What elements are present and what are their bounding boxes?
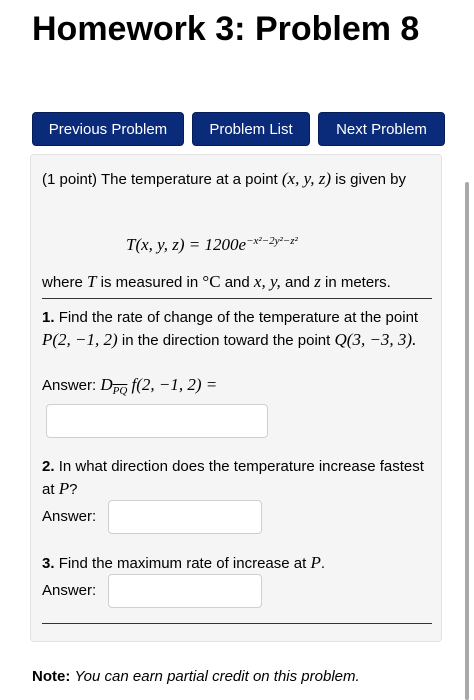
problem-intro: [42, 168, 432, 191]
answer-3-input[interactable]: [108, 574, 262, 608]
question-2-number: 2.: [42, 458, 55, 475]
where-text-c: and: [224, 274, 250, 291]
directional-expression: f(2, −1, 2) =: [131, 375, 218, 394]
equation-exponent: −x²−2y²−z²: [246, 235, 298, 247]
point-variables: (x, y, z): [281, 169, 331, 188]
answer-3-label: Answer:: [42, 582, 97, 599]
where-text: where: [42, 274, 83, 291]
question-2-text: In what direction does the temperature increase fastest at: [42, 458, 424, 498]
bottom-divider: [42, 623, 432, 624]
points-label: (1 point): [42, 171, 98, 188]
question-3-number: 3.: [42, 555, 55, 572]
question-1-text: Find the rate of change of the temperature at the point: [58, 309, 419, 326]
problem-list-button[interactable]: Problem List: [192, 112, 310, 146]
question-3-period: .: [320, 555, 326, 572]
answer-label: Answer:: [42, 377, 97, 394]
page-title: Homework 3: Problem 8: [32, 10, 420, 48]
var-T: T: [87, 272, 97, 291]
point-Q: Q(3, −3, 3).: [334, 330, 417, 349]
question-1-answer-row: [42, 374, 217, 402]
direction-subscript: PQ: [112, 385, 128, 398]
next-problem-button[interactable]: Next Problem: [318, 112, 445, 146]
unit-celsius: °C: [202, 272, 221, 291]
temperature-equation: [126, 230, 298, 257]
question-1: [42, 307, 432, 352]
equation-lhs: T(x, y, z) = 1200e: [126, 235, 247, 254]
point-P-ref: P: [58, 479, 70, 498]
where-text-b: is measured in: [100, 274, 199, 291]
point-P-ref-3: P: [310, 553, 321, 572]
previous-problem-button[interactable]: Previous Problem: [32, 112, 184, 146]
directional-derivative: $D_{\overline{PQ}}$: [100, 375, 128, 398]
note-label: Note:: [32, 668, 71, 685]
note-text: You can earn partial credit on this problem.: [74, 668, 360, 685]
question-1-text-b: in the direction toward the point: [121, 332, 331, 349]
answer-2-input[interactable]: [108, 500, 262, 534]
intro-text-b: is given by: [335, 171, 407, 188]
question-2: [42, 456, 432, 501]
where-text-e: in meters.: [324, 274, 391, 291]
answer-2-label: Answer:: [42, 508, 97, 525]
divider: [42, 298, 432, 299]
point-P: P(2, −1, 2): [42, 330, 118, 349]
where-text-d: and: [284, 274, 311, 291]
question-3: [42, 552, 432, 575]
partial-credit-note: [32, 666, 360, 688]
problem-nav: [32, 112, 445, 146]
answer-1-input[interactable]: [46, 404, 268, 438]
scrollbar[interactable]: [465, 182, 469, 700]
var-xy: x, y,: [253, 272, 281, 291]
question-2-mark: ?: [69, 481, 78, 498]
question-3-text: Find the maximum rate of increase at: [58, 555, 307, 572]
units-sentence: [42, 271, 442, 294]
question-1-number: 1.: [42, 309, 55, 326]
var-z: z: [314, 272, 321, 291]
intro-text: The temperature at a point: [100, 171, 278, 188]
